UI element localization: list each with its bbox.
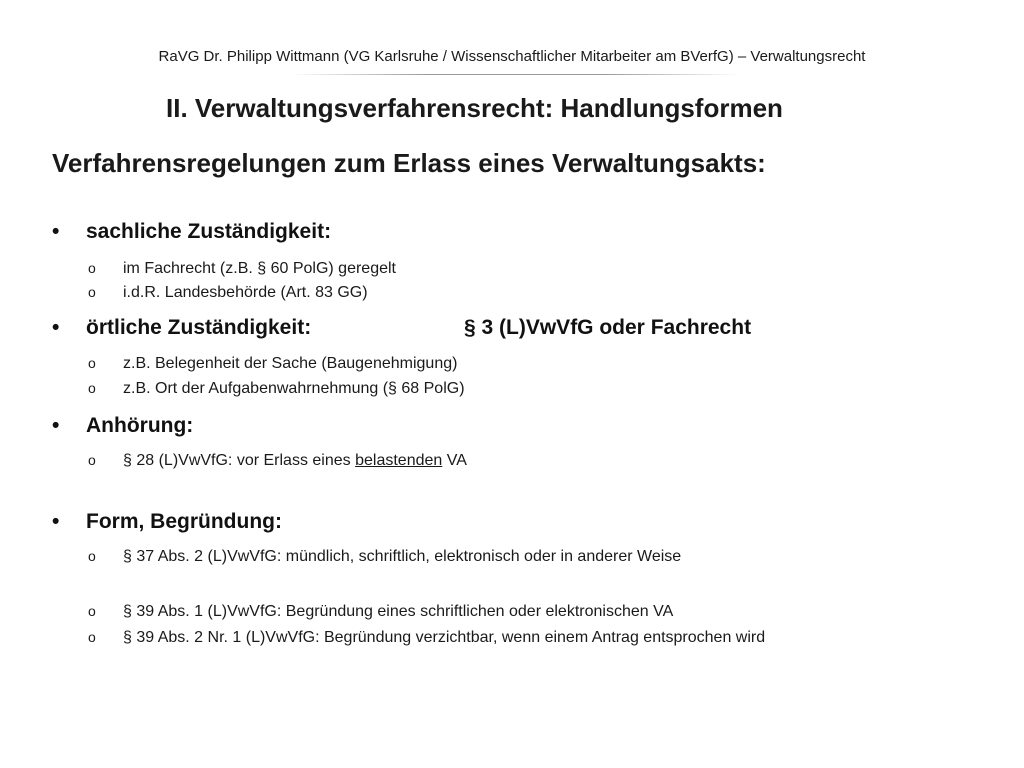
sub-item-text: § 39 Abs. 1 (L)VwVfG: Begründung eines schriftlichen oder elektronischen VA (123, 603, 674, 620)
bullet-label: Anhörung: (86, 414, 194, 437)
sub-item-text: z.B. Belegenheit der Sache (Baugenehmigung) (123, 355, 458, 372)
bullet-dot: • (52, 510, 60, 533)
sub-bullet: o (88, 260, 96, 276)
bullet-dot: • (52, 414, 60, 437)
bullet-label: Form, Begründung: (86, 510, 282, 533)
slide-subtitle: Verfahrensregelungen zum Erlass eines Verwaltungsakts: (52, 148, 766, 178)
sub-item-text: § 37 Abs. 2 (L)VwVfG: mündlich, schriftlich, elektronisch oder in anderer Weise (123, 548, 682, 565)
sub-bullet: o (88, 452, 96, 468)
bullet-dot: • (52, 220, 60, 243)
sub-item-text (123, 452, 467, 470)
bullet-legal-reference: § 3 (L)VwVfG oder Fachrecht (464, 316, 752, 339)
sub-bullet: o (88, 380, 96, 396)
slide-header: RaVG Dr. Philipp Wittmann (VG Karlsruhe / Wissenschaftlicher Mitarbeiter am BVerfG) – Verwaltungsrecht (158, 48, 866, 65)
sub-bullet: o (88, 355, 96, 371)
slide-title: II. Verwaltungsverfahrensrecht: Handlungsformen (166, 93, 783, 123)
bullet-label: örtliche Zuständigkeit: (86, 316, 312, 339)
sub-bullet: o (88, 284, 96, 300)
sub-item-text: z.B. Ort der Aufgabenwahrnehmung (§ 68 PolG) (123, 380, 465, 397)
sub-item-text-end: VA (442, 452, 467, 469)
sub-item-text-start: § 28 (L)VwVfG: vor Erlass eines (123, 452, 356, 469)
sub-bullet: o (88, 548, 96, 564)
header-divider (290, 74, 740, 75)
underlined-term: belastenden (355, 452, 443, 469)
sub-item-text: § 39 Abs. 2 Nr. 1 (L)VwVfG: Begründung verzichtbar, wenn einem Antrag entsprochen wird (123, 629, 766, 646)
sub-item-text: i.d.R. Landesbehörde (Art. 83 GG) (123, 284, 368, 301)
sub-item-text: im Fachrecht (z.B. § 60 PolG) geregelt (123, 260, 396, 277)
bullet-dot: • (52, 316, 60, 339)
sub-bullet: o (88, 603, 96, 619)
sub-bullet: o (88, 629, 96, 645)
bullet-label: sachliche Zuständigkeit: (86, 220, 332, 243)
